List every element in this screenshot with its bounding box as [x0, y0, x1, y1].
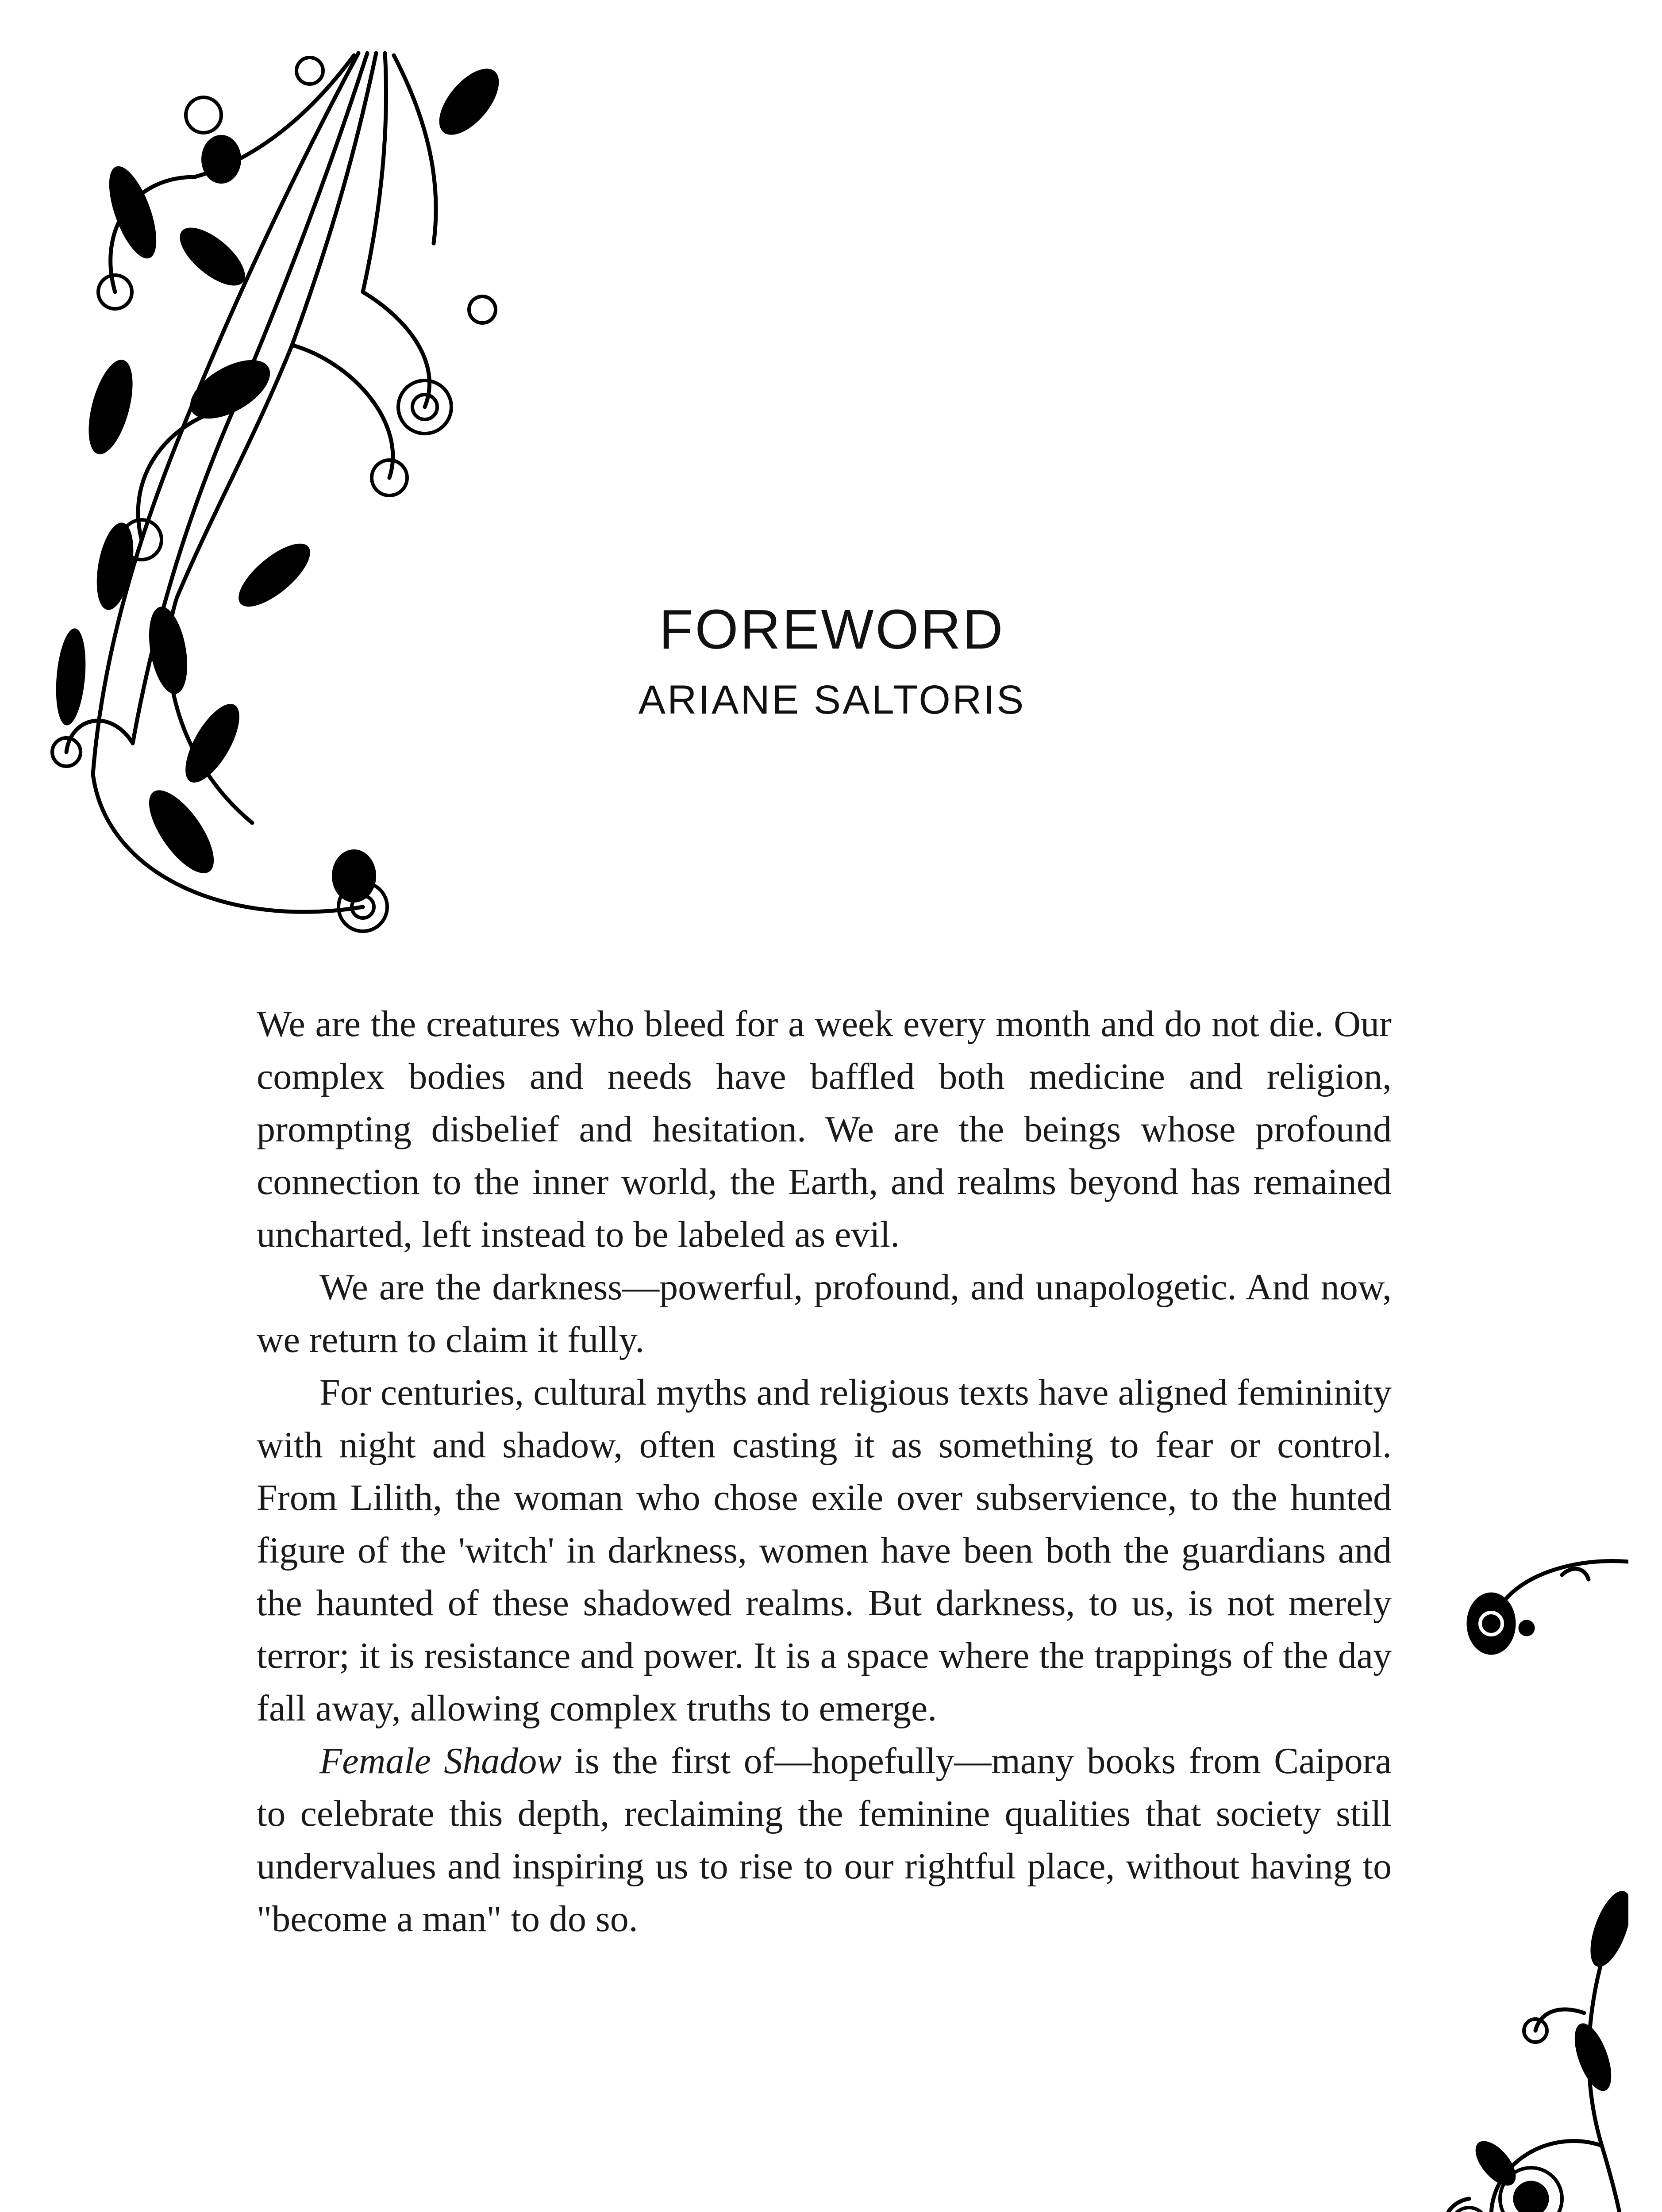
floral-flourish-ornament-bottom-right — [1416, 1880, 1628, 2212]
foreword-header — [442, 598, 1221, 722]
scroll-flourish-ornament-mid-right — [1460, 1548, 1628, 1681]
floral-flourish-ornament-top-left — [44, 44, 549, 951]
paragraph-3: For centuries, cultural myths and religious texts have aligned femininity with night and shadow, often casting it as something to fear or control. From Lilith, the woman who chose exile over subservience, to the hunted figure of the 'witch' in darkness, women have been both the guardians and the haunted of these shadowed realms. But darkness, to us, is not merely terror; it is resistance and power. It is a space where the trappings of the day fall away, allowing complex truths to emerge. — [257, 1372, 1392, 1729]
book-title: Female Shadow — [319, 1740, 562, 1782]
page-title: FOREWORD — [659, 598, 1005, 661]
paragraph-4-text: is the first of—hopefully—many books from Caipora to celebrate this depth, reclaiming the feminine qualities that society still undervalues and inspiring us to rise to our rightful place, without having to "become a man" to do so. — [257, 1740, 1392, 1939]
foreword-body — [257, 998, 1392, 1945]
paragraph-2: We are the darkness—powerful, profound, and unapologetic. And now, we return to claim it fully. — [257, 1267, 1392, 1360]
paragraph-4 — [257, 1735, 1392, 1945]
paragraph-1: We are the creatures who bleed for a week every month and do not die. Our complex bodies and needs have baffled both medicine and religion, prompting disbelief and hesitation. We are the beings whose profound connection to the inner world, the Earth, and realms beyond has remained uncharted, left instead to be labeled as evil. — [257, 1003, 1392, 1255]
author-name: ARIANE SALTORIS — [638, 677, 1026, 722]
